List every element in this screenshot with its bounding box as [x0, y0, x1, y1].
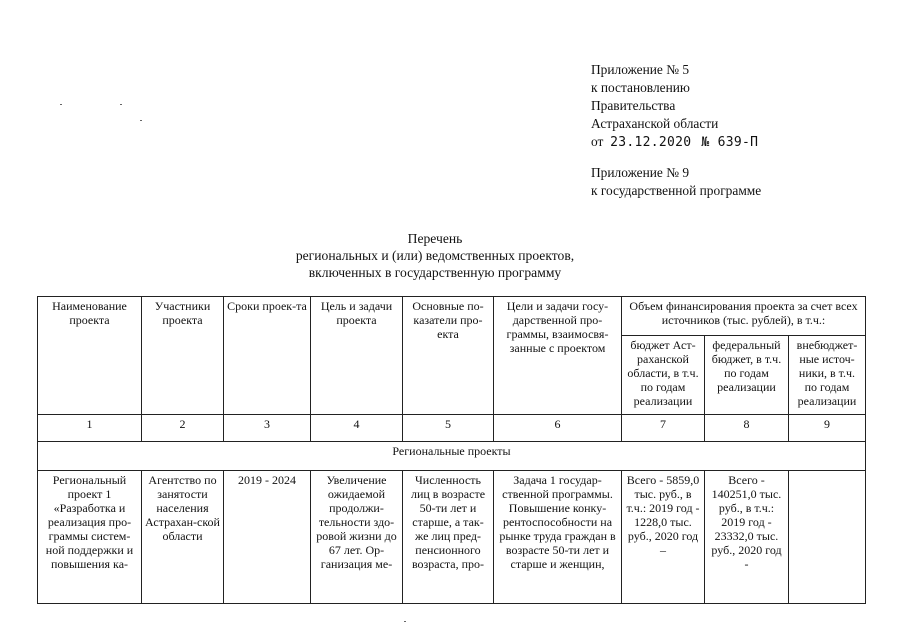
cell-terms: 2019 - 2024	[224, 471, 311, 604]
cell-regional-budget: Всего - 5859,0 тыс. руб., в т.ч.: 2019 год - 1228,0 тыс. руб., 2020 год –	[622, 471, 705, 604]
header-federal-budget: федеральный бюджет, в т.ч. по годам реализации	[705, 336, 789, 415]
table-row	[38, 471, 866, 604]
title-line-1: Перечень	[407, 231, 463, 246]
cell-program-goals: Задача 1 государ-ственной программы. Повышение конку-рентоспособности на рынке труда граждан в возрасте 50-ти лет и старше и женщин,	[494, 471, 622, 604]
appendix-5-date-line	[591, 133, 758, 152]
header-funding: Объем финансирования проекта за счет всех источников (тыс. рублей), в т.ч.:	[622, 297, 866, 336]
appendix-9-title: Приложение № 9	[591, 165, 690, 180]
column-number: 9	[789, 415, 866, 442]
cell-participants: Агентство по занятости населения Астрахан-ской области	[142, 471, 224, 604]
appendix-5-title: Приложение № 5	[591, 62, 690, 77]
header-program-goals: Цели и задачи госу-дарственной про-граммы, взаимосвя-занные с проектом	[494, 297, 622, 415]
projects-table	[37, 296, 866, 604]
section-title: Региональные проекты	[38, 442, 866, 471]
cell-indicators: Численность лиц в возрасте 50-ти лет и старше, а так-же лиц пред-пенсионного возраста, про-	[403, 471, 494, 604]
column-number: 2	[142, 415, 224, 442]
appendix-5-line3: Правительства	[591, 98, 676, 113]
header-extrabudget: внебюджет-ные источ-ники, в т.ч. по годам реализации	[789, 336, 866, 415]
appendix-9-line2: к государственной программе	[591, 183, 762, 198]
appendix-5-block	[591, 61, 758, 152]
title-line-3: включенных в государственную программу	[308, 265, 562, 280]
scan-speck	[120, 104, 122, 105]
scan-speck	[60, 104, 62, 105]
cell-goal: Увеличение ожидаемой продолжи-тельности здо-ровой жизни до 67 лет. Ор-ганизация ме-	[311, 471, 403, 604]
appendix-9-block	[591, 164, 761, 200]
column-number-row	[38, 415, 866, 442]
column-number: 6	[494, 415, 622, 442]
column-number: 5	[403, 415, 494, 442]
decree-number: № 639-П	[701, 135, 759, 150]
cell-project-name: Региональный проект 1 «Разработка и реализация про-граммы систем-ной поддержки и повышения ка-	[38, 471, 142, 604]
header-goal: Цель и задачи проекта	[311, 297, 403, 415]
header-terms: Сроки проек-та	[224, 297, 311, 415]
header-indicators: Основные по-казатели про-екта	[403, 297, 494, 415]
appendix-5-line2: к постановлению	[591, 80, 690, 95]
header-row-1	[38, 297, 866, 336]
column-number: 7	[622, 415, 705, 442]
decree-date: 23.12.2020	[610, 135, 692, 150]
appendix-5-line4: Астраханской области	[591, 116, 719, 131]
scan-speck	[140, 120, 142, 121]
header-participants: Участники проекта	[142, 297, 224, 415]
section-row	[38, 442, 866, 471]
column-number: 1	[38, 415, 142, 442]
title-line-2: региональных и (или) ведомственных проектов,	[295, 248, 575, 263]
scan-speck	[404, 621, 406, 622]
cell-extrabudget	[789, 471, 866, 604]
document-title	[235, 230, 635, 281]
cell-federal-budget: Всего - 140251,0 тыс. руб., в т.ч.: 2019 год - 23332,0 тыс. руб., 2020 год -	[705, 471, 789, 604]
column-number: 3	[224, 415, 311, 442]
column-number: 4	[311, 415, 403, 442]
header-name: Наименование проекта	[38, 297, 142, 415]
column-number: 8	[705, 415, 789, 442]
date-prefix: от	[591, 134, 604, 149]
header-regional-budget: бюджет Аст-раханской области, в т.ч. по годам реализации	[622, 336, 705, 415]
